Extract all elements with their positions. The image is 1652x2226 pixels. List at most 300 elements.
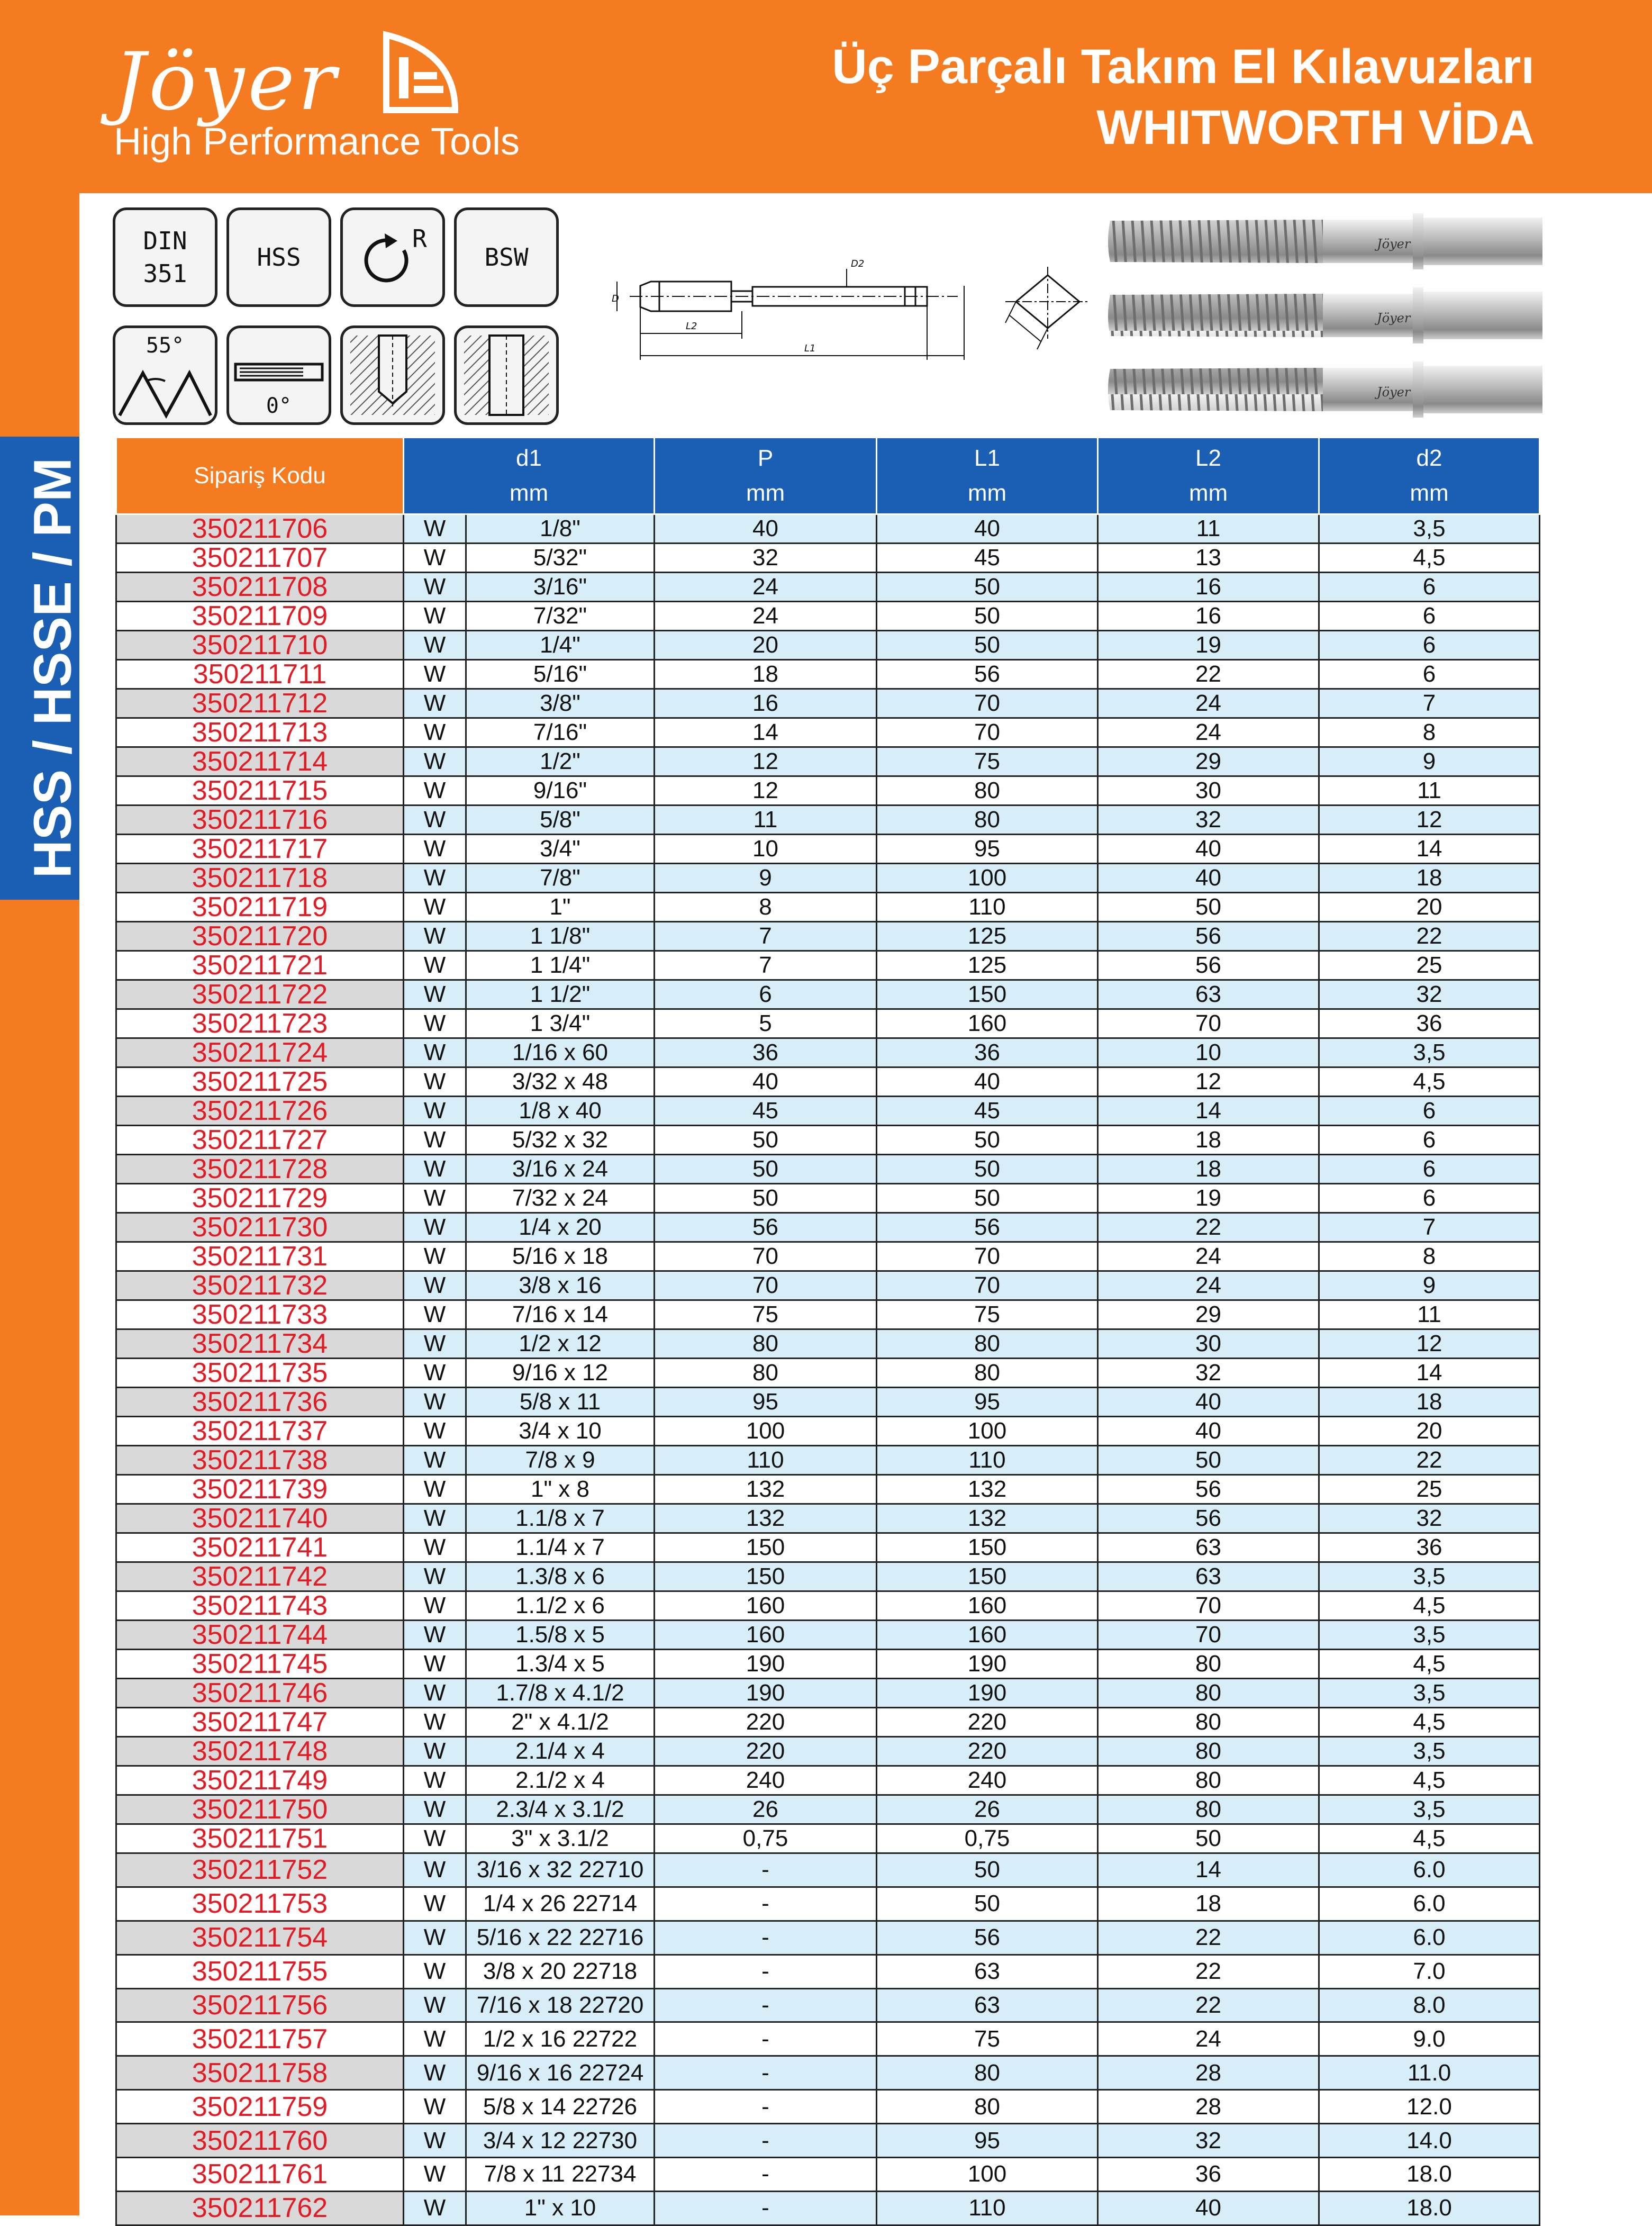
- d2-value: 6: [1319, 1155, 1540, 1184]
- thread-type: W: [404, 544, 466, 573]
- l2-value: 50: [1098, 1446, 1319, 1475]
- l2-value: 18: [1098, 1126, 1319, 1155]
- brand-logo-icon: [381, 31, 460, 115]
- tap-intermediate: [1108, 287, 1542, 343]
- order-code: 350211708: [116, 573, 404, 602]
- d1-value: 3/16 x 32 22710: [466, 1853, 655, 1887]
- d2-value: 8: [1319, 718, 1540, 747]
- l2-value: 40: [1098, 864, 1319, 893]
- table-row: [116, 573, 1540, 602]
- p-value: 50: [655, 1155, 877, 1184]
- table-row: [116, 1009, 1540, 1038]
- l1-value: 45: [877, 544, 1098, 573]
- order-code: 350211707: [116, 544, 404, 573]
- p-value: -: [655, 2090, 877, 2124]
- d1-value: 1/4 x 20: [466, 1213, 655, 1242]
- order-code: 350211713: [116, 718, 404, 747]
- thread-type: W: [404, 747, 466, 776]
- table-row: [116, 1038, 1540, 1067]
- thread-angle-icon: [113, 325, 217, 425]
- thread-type: W: [404, 1184, 466, 1213]
- l1-value: 50: [877, 631, 1098, 660]
- thread-type: W: [404, 1242, 466, 1271]
- l2-value: 80: [1098, 1795, 1319, 1824]
- header-order-code: [116, 438, 404, 514]
- table-row: [116, 747, 1540, 776]
- d2-value: 6: [1319, 573, 1540, 602]
- d1-value: 1.3/8 x 6: [466, 1562, 655, 1591]
- side-band-bottom: [0, 900, 79, 2215]
- table-row: [116, 1242, 1540, 1271]
- l1-value: 150: [877, 1533, 1098, 1562]
- l2-value: 32: [1098, 1359, 1319, 1388]
- table-row: [116, 1271, 1540, 1300]
- table-row: [116, 1329, 1540, 1359]
- d1-value: 3/4 x 12 22730: [466, 2124, 655, 2158]
- d1-value: 2.1/4 x 4: [466, 1737, 655, 1766]
- order-code: 350211749: [116, 1766, 404, 1795]
- d1-value: 2" x 4.1/2: [466, 1708, 655, 1737]
- table-row: [116, 2158, 1540, 2192]
- l2-value: 22: [1098, 1988, 1319, 2022]
- d2-value: 9: [1319, 747, 1540, 776]
- d2-value: 18: [1319, 1388, 1540, 1417]
- l1-value: 100: [877, 1417, 1098, 1446]
- p-value: 12: [655, 747, 877, 776]
- order-code: 350211752: [116, 1853, 404, 1887]
- p-value: 9: [655, 864, 877, 893]
- table-row: [116, 1359, 1540, 1388]
- d1-value: 1/8 x 40: [466, 1097, 655, 1126]
- d1-value: 1.1/2 x 6: [466, 1591, 655, 1621]
- table-row: [116, 602, 1540, 631]
- table-row: [116, 2056, 1540, 2090]
- table-row: [116, 1067, 1540, 1097]
- d2-value: 11: [1319, 1300, 1540, 1329]
- table-body: [116, 514, 1540, 2225]
- order-code: 350211747: [116, 1708, 404, 1737]
- d1-value: 5/32": [466, 544, 655, 573]
- order-code: 350211754: [116, 1921, 404, 1954]
- l1-value: 50: [877, 1126, 1098, 1155]
- p-value: 50: [655, 1184, 877, 1213]
- tap-set-photo: [1101, 204, 1545, 426]
- p-value: 150: [655, 1562, 877, 1591]
- l2-value: 40: [1098, 835, 1319, 864]
- header-p-label: P: [757, 445, 774, 471]
- d2-value: 18.0: [1319, 2158, 1540, 2192]
- order-code: 350211720: [116, 922, 404, 951]
- d1-value: 3" x 3.1/2: [466, 1824, 655, 1853]
- l2-value: 29: [1098, 747, 1319, 776]
- d2-value: 14: [1319, 835, 1540, 864]
- p-value: 132: [655, 1475, 877, 1504]
- through-hole-icon: [454, 325, 559, 425]
- l1-value: 50: [877, 1155, 1098, 1184]
- thread-type: W: [404, 1271, 466, 1300]
- thread-type: W: [404, 573, 466, 602]
- p-value: 12: [655, 776, 877, 806]
- d2-value: 6.0: [1319, 1853, 1540, 1887]
- material-icon: [226, 207, 331, 307]
- d1-value: 3/4 x 10: [466, 1417, 655, 1446]
- order-code: 350211728: [116, 1155, 404, 1184]
- l2-value: 40: [1098, 1388, 1319, 1417]
- brand-name: Jöyer: [114, 36, 339, 128]
- thread-type: W: [404, 660, 466, 689]
- d1-value: 3/4": [466, 835, 655, 864]
- d1-value: 1/8": [466, 514, 655, 544]
- order-code: 350211744: [116, 1621, 404, 1650]
- right-hand-rotation-icon: [353, 223, 432, 292]
- order-code: 350211751: [116, 1824, 404, 1853]
- p-value: 40: [655, 1067, 877, 1097]
- p-value: 160: [655, 1621, 877, 1650]
- d2-value: 12.0: [1319, 2090, 1540, 2124]
- p-value: 0,75: [655, 1824, 877, 1853]
- l1-value: 50: [877, 1887, 1098, 1921]
- d2-value: 6: [1319, 660, 1540, 689]
- l1-value: 110: [877, 2191, 1098, 2225]
- table-row: [116, 922, 1540, 951]
- p-value: 6: [655, 980, 877, 1009]
- order-code: 350211743: [116, 1591, 404, 1621]
- header-order-code-label: Sipariş Kodu: [194, 463, 326, 488]
- d1-value: 5/32 x 32: [466, 1126, 655, 1155]
- order-code: 350211750: [116, 1795, 404, 1824]
- d1-value: 1/2": [466, 747, 655, 776]
- p-value: 50: [655, 1126, 877, 1155]
- order-code: 350211719: [116, 893, 404, 922]
- thread-type: W: [404, 835, 466, 864]
- thread-type: W: [404, 1954, 466, 1988]
- d2-value: 4,5: [1319, 1067, 1540, 1097]
- thread-type: W: [404, 1300, 466, 1329]
- order-code: 350211755: [116, 1954, 404, 1988]
- p-value: 132: [655, 1504, 877, 1533]
- order-code: 350211712: [116, 689, 404, 718]
- din-standard-label: DIN 351: [143, 226, 187, 288]
- d2-value: 7: [1319, 689, 1540, 718]
- l1-value: 40: [877, 514, 1098, 544]
- p-value: -: [655, 1988, 877, 2022]
- order-code: 350211741: [116, 1533, 404, 1562]
- table-row: [116, 893, 1540, 922]
- l2-value: 18: [1098, 1887, 1319, 1921]
- page-title: Üç Parçalı Takım El Kılavuzları: [832, 40, 1535, 94]
- table-row: [116, 718, 1540, 747]
- table-row: [116, 544, 1540, 573]
- l1-value: 100: [877, 864, 1098, 893]
- d2-value: 6.0: [1319, 1921, 1540, 1954]
- d1-value: 1.5/8 x 5: [466, 1621, 655, 1650]
- table-row: [116, 1679, 1540, 1708]
- rake-angle-label: 0°: [266, 394, 292, 418]
- order-code: 350211714: [116, 747, 404, 776]
- thread-type: W: [404, 1921, 466, 1954]
- l1-value: 132: [877, 1475, 1098, 1504]
- tap-brand-mark-3: Jöyer: [1377, 385, 1411, 400]
- order-code: 350211706: [116, 514, 404, 544]
- thread-type: W: [404, 1067, 466, 1097]
- order-code: 350211726: [116, 1097, 404, 1126]
- l2-value: 14: [1098, 1853, 1319, 1887]
- l1-value: 45: [877, 1097, 1098, 1126]
- order-code: 350211718: [116, 864, 404, 893]
- l2-value: 11: [1098, 514, 1319, 544]
- p-value: 190: [655, 1679, 877, 1708]
- l1-value: 160: [877, 1621, 1098, 1650]
- l1-value: 0,75: [877, 1824, 1098, 1853]
- table-row: [116, 2022, 1540, 2056]
- p-value: 8: [655, 893, 877, 922]
- d1-value: 7/8 x 11 22734: [466, 2158, 655, 2192]
- header-l1-unit: mm: [967, 480, 1007, 506]
- thread-type: W: [404, 2022, 466, 2056]
- thread-type: W: [404, 689, 466, 718]
- thread-type: W: [404, 1009, 466, 1038]
- d2-value: 3,5: [1319, 1737, 1540, 1766]
- p-value: 32: [655, 544, 877, 573]
- l1-value: 63: [877, 1988, 1098, 2022]
- thread-type: W: [404, 1621, 466, 1650]
- l1-value: 220: [877, 1708, 1098, 1737]
- d2-value: 7.0: [1319, 1954, 1540, 1988]
- l2-value: 28: [1098, 2056, 1319, 2090]
- table-row: [116, 1155, 1540, 1184]
- order-code: 350211756: [116, 1988, 404, 2022]
- d1-value: 1.1/4 x 7: [466, 1533, 655, 1562]
- order-code: 350211733: [116, 1300, 404, 1329]
- l1-value: 240: [877, 1766, 1098, 1795]
- d2-value: 32: [1319, 980, 1540, 1009]
- p-value: 45: [655, 1097, 877, 1126]
- l2-value: 22: [1098, 1213, 1319, 1242]
- order-code: 350211759: [116, 2090, 404, 2124]
- table-row: [116, 1708, 1540, 1737]
- rotation-icon: [340, 207, 445, 307]
- order-code: 350211760: [116, 2124, 404, 2158]
- l2-value: 70: [1098, 1621, 1319, 1650]
- tap-bottoming: [1108, 361, 1542, 418]
- l1-value: 26: [877, 1795, 1098, 1824]
- thread-type: W: [404, 806, 466, 835]
- order-code: 350211753: [116, 1887, 404, 1921]
- l2-value: 19: [1098, 631, 1319, 660]
- thread-type: W: [404, 1213, 466, 1242]
- page-subtitle: WHITWORTH VİDA: [1096, 101, 1535, 155]
- d1-value: 5/16 x 22 22716: [466, 1921, 655, 1954]
- d1-value: 3/8 x 20 22718: [466, 1954, 655, 1988]
- table-row: [116, 1562, 1540, 1591]
- l1-value: 190: [877, 1679, 1098, 1708]
- l1-value: 50: [877, 1853, 1098, 1887]
- d1-value: 2.1/2 x 4: [466, 1766, 655, 1795]
- drawing-label-d2: D2: [851, 258, 865, 269]
- material-side-label: HSS / HSSE / PM: [23, 457, 83, 879]
- p-value: 220: [655, 1737, 877, 1766]
- d1-value: 7/32 x 24: [466, 1184, 655, 1213]
- table-row: [116, 1475, 1540, 1504]
- thread-type: W: [404, 1504, 466, 1533]
- thread-type: W: [404, 631, 466, 660]
- tap-brand-mark-1: Jöyer: [1377, 237, 1411, 251]
- l1-value: 125: [877, 922, 1098, 951]
- d2-value: 14.0: [1319, 2124, 1540, 2158]
- table-row: [116, 1737, 1540, 1766]
- table-row: [116, 1853, 1540, 1887]
- l2-value: 30: [1098, 776, 1319, 806]
- d2-value: 4,5: [1319, 1650, 1540, 1679]
- d2-value: 11.0: [1319, 2056, 1540, 2090]
- p-value: 95: [655, 1388, 877, 1417]
- d2-value: 11: [1319, 776, 1540, 806]
- p-value: -: [655, 1921, 877, 1954]
- thread-type: W: [404, 2056, 466, 2090]
- d1-value: 1 1/4": [466, 951, 655, 980]
- l1-value: 75: [877, 747, 1098, 776]
- d1-value: 5/16": [466, 660, 655, 689]
- d2-value: 6: [1319, 1184, 1540, 1213]
- d2-value: 4,5: [1319, 544, 1540, 573]
- order-code: 350211722: [116, 980, 404, 1009]
- order-code: 350211709: [116, 602, 404, 631]
- p-value: 190: [655, 1650, 877, 1679]
- table-row: [116, 1824, 1540, 1853]
- d2-value: 22: [1319, 922, 1540, 951]
- thread-type: W: [404, 1650, 466, 1679]
- l2-value: 50: [1098, 893, 1319, 922]
- thread-type: W: [404, 1737, 466, 1766]
- order-code: 350211729: [116, 1184, 404, 1213]
- d2-value: 6.0: [1319, 1887, 1540, 1921]
- d2-value: 3,5: [1319, 1562, 1540, 1591]
- thread-type: W: [404, 1446, 466, 1475]
- p-value: 20: [655, 631, 877, 660]
- thread-type: W: [404, 2158, 466, 2192]
- order-code: 350211748: [116, 1737, 404, 1766]
- order-code: 350211730: [116, 1213, 404, 1242]
- l1-value: 70: [877, 689, 1098, 718]
- order-code: 350211736: [116, 1388, 404, 1417]
- l1-value: 63: [877, 1954, 1098, 1988]
- d1-value: 1 1/2": [466, 980, 655, 1009]
- d2-value: 36: [1319, 1533, 1540, 1562]
- thread-type: W: [404, 1475, 466, 1504]
- l2-value: 10: [1098, 1038, 1319, 1067]
- tap-taper: [1108, 213, 1542, 269]
- p-value: -: [655, 1853, 877, 1887]
- order-code: 350211758: [116, 2056, 404, 2090]
- thread-type: W: [404, 602, 466, 631]
- l2-value: 80: [1098, 1737, 1319, 1766]
- d2-value: 4,5: [1319, 1591, 1540, 1621]
- p-value: 18: [655, 660, 877, 689]
- thread-type: W: [404, 2191, 466, 2225]
- drawing-label-l2: L2: [686, 321, 697, 332]
- l2-value: 22: [1098, 660, 1319, 689]
- thread-type: W: [404, 1359, 466, 1388]
- table-row: [116, 514, 1540, 544]
- l1-value: 40: [877, 1067, 1098, 1097]
- d1-value: 7/16 x 14: [466, 1300, 655, 1329]
- p-value: 160: [655, 1591, 877, 1621]
- d2-value: 32: [1319, 1504, 1540, 1533]
- table-row: [116, 776, 1540, 806]
- d1-value: 5/8 x 14 22726: [466, 2090, 655, 2124]
- table-row: [116, 2124, 1540, 2158]
- p-value: -: [655, 2191, 877, 2225]
- header-p: [655, 438, 877, 514]
- l1-value: 150: [877, 980, 1098, 1009]
- thread-type: W: [404, 1766, 466, 1795]
- l1-value: 80: [877, 776, 1098, 806]
- rotation-label: R: [412, 224, 427, 253]
- thread-standard-label: BSW: [484, 242, 529, 272]
- p-value: 240: [655, 1766, 877, 1795]
- drawing-label-d: D: [612, 293, 619, 304]
- l2-value: 16: [1098, 602, 1319, 631]
- thread-type: W: [404, 1824, 466, 1853]
- thread-type: W: [404, 2090, 466, 2124]
- p-value: 24: [655, 602, 877, 631]
- l1-value: 150: [877, 1562, 1098, 1591]
- d1-value: 3/16": [466, 573, 655, 602]
- flute-icon: [229, 328, 329, 422]
- thread-type: W: [404, 1887, 466, 1921]
- d2-value: 8: [1319, 1242, 1540, 1271]
- l1-value: 56: [877, 1921, 1098, 1954]
- d2-value: 9.0: [1319, 2022, 1540, 2056]
- l1-value: 95: [877, 2124, 1098, 2158]
- l1-value: 75: [877, 2022, 1098, 2056]
- l1-value: 110: [877, 893, 1098, 922]
- l1-value: 160: [877, 1591, 1098, 1621]
- l2-value: 24: [1098, 2022, 1319, 2056]
- l1-value: 70: [877, 1271, 1098, 1300]
- l1-value: 80: [877, 1329, 1098, 1359]
- d1-value: 1.1/8 x 7: [466, 1504, 655, 1533]
- d2-value: 25: [1319, 951, 1540, 980]
- thread-type: W: [404, 514, 466, 544]
- p-value: 36: [655, 1038, 877, 1067]
- l2-value: 70: [1098, 1009, 1319, 1038]
- l2-value: 24: [1098, 1242, 1319, 1271]
- table-row: [116, 1126, 1540, 1155]
- l1-value: 80: [877, 806, 1098, 835]
- thread-type: W: [404, 1126, 466, 1155]
- table-row: [116, 1097, 1540, 1126]
- l2-value: 56: [1098, 1504, 1319, 1533]
- header-d2: [1319, 438, 1540, 514]
- l1-value: 125: [877, 951, 1098, 980]
- table-row: [116, 1591, 1540, 1621]
- order-code: 350211710: [116, 631, 404, 660]
- header-l1: [877, 438, 1098, 514]
- p-value: 80: [655, 1329, 877, 1359]
- l1-value: 56: [877, 1213, 1098, 1242]
- l2-value: 29: [1098, 1300, 1319, 1329]
- thread-profile-icon: [115, 328, 215, 422]
- d2-value: 18: [1319, 864, 1540, 893]
- l1-value: 132: [877, 1504, 1098, 1533]
- p-value: -: [655, 2158, 877, 2192]
- order-code: 350211739: [116, 1475, 404, 1504]
- d2-value: 3,5: [1319, 1795, 1540, 1824]
- p-value: 56: [655, 1213, 877, 1242]
- d2-value: 25: [1319, 1475, 1540, 1504]
- d2-value: 20: [1319, 893, 1540, 922]
